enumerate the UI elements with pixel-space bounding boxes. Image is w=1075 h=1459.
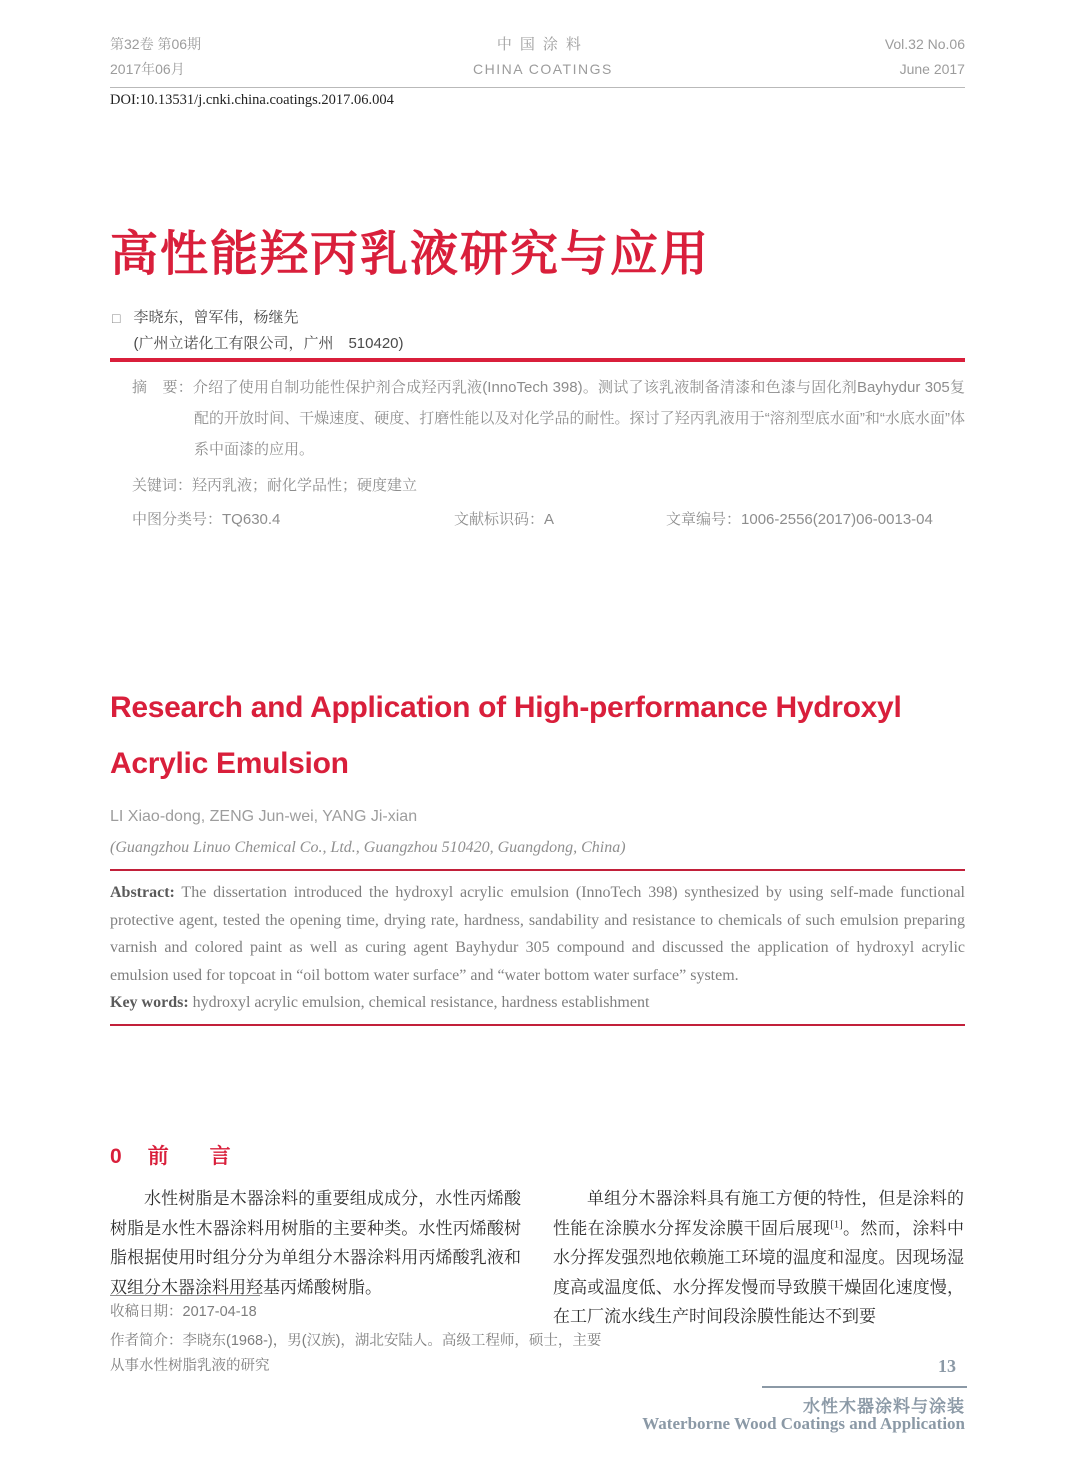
footnote-block — [110, 1295, 610, 1379]
article-title-cn: 高性能羟丙乳液研究与应用 — [110, 228, 711, 281]
affiliation-en: (Guangzhou Linuo Chemical Co., Ltd., Guangzhou 510420, Guangdong, China) — [110, 839, 626, 856]
abstract-rule-bottom — [110, 1024, 965, 1026]
body-right-text-1: 单组分木器涂料具有施工方便的特性，但是涂料的性能在涂膜水分挥发涂膜干固后展现 — [553, 1189, 964, 1238]
abstract-block-cn — [132, 372, 965, 535]
abstract-text-en: The dissertation introduced the hydroxyl acrylic emulsion (InnoTech 398) synthesized by using self-made functional protective agent, tested the opening time, drying rate, hardness, sandability and resistance to chemicals of such emulsion preparing varnish and colored paint as well as curing agent Bayhydur 305 compound and discussed the application of hydroxyl acrylic emulsion used for topcoat in “oil bottom water surface” and “water bottom water surface” system. — [110, 884, 965, 984]
english-block — [110, 680, 965, 1026]
authors-en: LI Xiao-dong, ZENG Jun-wei, YANG Ji-xian — [110, 808, 418, 825]
keywords-en — [110, 989, 965, 1017]
received-date — [110, 1300, 610, 1325]
document-code-value: A — [544, 511, 555, 528]
doi-text: DOI:10.13531/j.cnki.china.coatings.2017.06.004 — [110, 92, 394, 108]
document-code — [454, 504, 666, 535]
section-number: 0 — [110, 1145, 122, 1168]
author-bio-label: 作者简介： — [110, 1333, 183, 1349]
received-date-label: 收稿日期： — [110, 1304, 183, 1320]
article-id-value: 1006-2556(2017)06-0013-04 — [741, 511, 933, 528]
journal-name-en: CHINA COATINGS — [473, 61, 613, 77]
author-marker-icon: □ — [112, 310, 121, 326]
classification-row — [132, 504, 965, 535]
section-heading — [110, 1140, 965, 1170]
abstract-rule-top — [110, 869, 965, 871]
title-rule — [110, 358, 965, 362]
byline-cn — [112, 305, 965, 357]
page-number: 13 — [938, 1356, 956, 1376]
keywords-cn — [132, 470, 965, 501]
affiliation-cn: (广州立诺化工有限公司，广州 510420) — [133, 335, 404, 352]
keywords-label-cn: 关键词： — [132, 477, 193, 494]
footer-divider — [762, 1386, 967, 1388]
article-id — [666, 504, 965, 535]
abstract-label-cn: 摘 要： — [132, 379, 193, 396]
header-date-en: June 2017 — [899, 61, 965, 77]
keywords-label-en: Key words: — [110, 994, 189, 1011]
footer-section-cn: 水性木器涂料与涂装 — [803, 1397, 965, 1416]
body-column-left: 水性树脂是木器涂料的重要组成成分，水性丙烯酸树脂是水性木器涂料用树脂的主要种类。水性丙烯酸树脂根据使用时组分分为单组分木器涂料用丙烯酸乳液和双组分木器涂料用羟基丙烯酸树脂。 — [110, 1189, 521, 1297]
clc-label: 中图分类号： — [132, 511, 223, 528]
header-issue-cn — [110, 32, 201, 82]
received-date-value: 2017-04-18 — [182, 1304, 257, 1320]
footer-section-en: Waterborne Wood Coatings and Application — [642, 1414, 965, 1433]
body-right-text-2: 。然而，涂料中水分挥发强烈地依赖施工环境的温度和湿度。因现场湿度高或温度低、水分挥发慢而导致膜干燥固化速度慢，在工厂流水线生产时间段涂膜性能达不到要 — [553, 1218, 964, 1326]
header-date-cn: 2017年06月 — [110, 61, 185, 77]
clc-number — [132, 504, 454, 535]
clc-value: TQ630.4 — [222, 511, 281, 528]
section-title: 前 言 — [147, 1145, 241, 1168]
article-title-en-line2: Acrylic Emulsion — [110, 747, 349, 780]
abstract-en — [110, 879, 965, 989]
abstract-label-en: Abstract: — [110, 884, 175, 901]
header-issue-en — [885, 32, 965, 82]
abstract-cn — [132, 372, 965, 465]
article-title-en — [110, 680, 965, 792]
article-id-label: 文章编号： — [666, 511, 742, 528]
journal-name-cn: 中国涂料 — [496, 36, 589, 53]
author-bio-text: 李晓东(1968-)，男(汉族)，湖北安陆人。高级工程师，硕士，主要从事水性树脂乳液的研究 — [110, 1333, 602, 1374]
document-code-label: 文献标识码： — [454, 511, 545, 528]
article-title-en-line1: Research and Application of High-performance Hydroxyl — [110, 691, 902, 724]
byline-text-cn — [133, 305, 403, 357]
authors-cn: 李晓东，曾军伟，杨继先 — [133, 309, 299, 326]
citation-sup: [1] — [830, 1218, 843, 1230]
footnote-divider — [110, 1295, 260, 1296]
keywords-text-cn: 羟丙乳液；耐化学品性；硬度建立 — [192, 477, 418, 494]
keywords-text-en: hydroxyl acrylic emulsion, chemical resistance, hardness establishment — [188, 994, 650, 1011]
author-bio — [110, 1329, 610, 1379]
journal-header — [110, 32, 965, 82]
journal-name — [473, 32, 613, 82]
body-column-right — [553, 1184, 964, 1332]
abstract-text-cn: 介绍了使用自制功能性保护剂合成羟丙乳液(InnoTech 398)。测试了该乳液制备清漆和色漆与固化剂Bayhydur 305复配的开放时间、干燥速度、硬度、打磨性能以及对化学品的耐性。探讨了羟丙乳液用于“溶剂型底水面”和“水底水面”体系中面漆的应用。 — [192, 379, 965, 458]
header-volume-cn: 第32卷 第06期 — [110, 36, 202, 52]
header-divider — [110, 87, 965, 88]
header-volume-en: Vol.32 No.06 — [884, 36, 965, 52]
